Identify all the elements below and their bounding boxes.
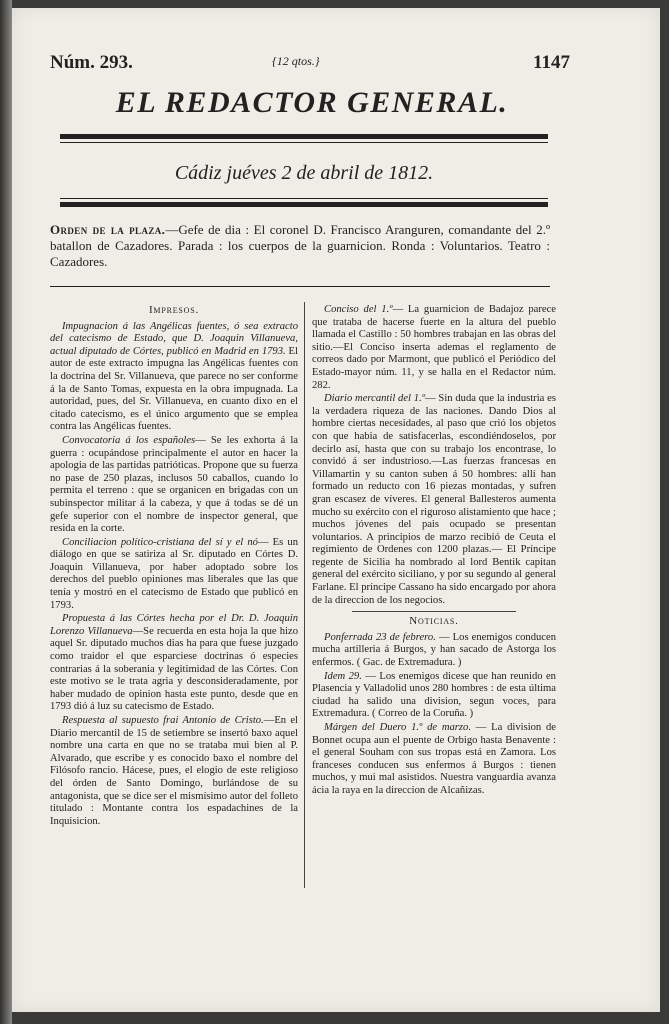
column-separator	[304, 302, 305, 888]
article-lead: Respuesta al supuesto frai Antonio de Cristo.	[62, 715, 264, 726]
news-item	[312, 671, 556, 721]
news-lead: Ponferrada 23 de febrero.	[324, 631, 436, 643]
article-paragraph	[50, 321, 298, 434]
news-item	[312, 632, 556, 670]
article-paragraph	[50, 435, 298, 536]
page-number: 1147	[533, 52, 570, 73]
news-text: — Los enemigos conducen mucha artilleria á Burgos, y han sacado de Astorga los enfermos. ( Gac. de Extremadura. )	[312, 631, 556, 669]
article-lead: Convocatoria á los españoles	[62, 434, 196, 446]
article-paragraph	[50, 537, 298, 613]
news-lead: Márgen del Duero 1.º de marzo.	[324, 722, 471, 733]
impresos-heading: Impresos.	[148, 304, 200, 316]
orden-label: Orden de la plaza.	[50, 222, 166, 237]
noticias-heading: Noticias.	[409, 615, 459, 628]
article-lead: Propuesta á las Córtes hecha por el Dr. D. Joaquin Lorenzo Villanueva	[50, 613, 298, 637]
article-text: — Se les exhorta á la guerra : ocupándose principalmente el autor en hacer la apologia de las partidas patrióticas. Propone que su fuerza no pase de 250 plazas, inclusos 50 caballos, cuando lo permita el terreno : que se organicen en brigadas con un subinspector militar á la cabeza, y que á todas se dé un gefe superior con el nombre de inspector general, que resida en la corte.	[50, 434, 299, 535]
news-text: — La division de Bonnet ocupa aun el puente de Orbigo hasta Benavente : el general Souham con sus tropas está en Zamora. Los franceses conducen sus enfermos á Burgos : tienen muchos, y mui mal asistidos. Nuestra vanguardia avanza ácia la raya en la direccion de Alcañizas.	[312, 722, 556, 796]
title-rule	[60, 134, 548, 139]
newspaper-page	[12, 8, 660, 1012]
article-text: — Sin duda que la industria es la verdadera riqueza de las naciones. Dando Dios al hombre ciertas necesidades, al paso que crió los objetos con que habia de satisfacerlas, escondiéndoselos, por decirlo así, hasta que con su trabajo los encontrase, lo convidó á ser industrioso.—Las fuerzas francesas en Villamartin y su canton suben á 50 hombres: allí han formado un reducto con 16 piezas montadas, y sufren gran escasez de víveres. El general Ballesteros aumenta mucho su exército con el riguroso alistamiento que hace ; muchos jóvenes del pais ocupado se presentan voluntarios. A principios de marzo recibió de Ceuta el regimiento de Ordenes con 1200 plazas.— El Príncipe regente de Sicilia ha nombrado al lord Bentik capitan general del exército siciliano, y por su segundo al general Farlane. El príncipe Cassano ha sido encargado por ahora de la direccion de los negocios.	[312, 393, 556, 606]
dateline: Cádiz juéves 2 de abril de 1812.	[174, 162, 434, 184]
left-column	[50, 304, 298, 829]
orden-text: —Gefe de dia : El coronel D. Francisco Aranguren, comandante del 2.º batallon de Cazadores. Parada : los cuerpos de la guarnicion. Ronda : Voluntarios. Teatro : Cazadores.	[50, 222, 550, 269]
page-gutter	[0, 0, 12, 1024]
news-lead: Idem 29.	[324, 670, 362, 682]
title-rule-thin	[60, 142, 548, 143]
article-text: —En el Diario mercantil de 15 de setiembre se insertó baxo aquel nombre una carta en que no se trataba mui bien al P. Alvarado, que escribe y es conocido baxo el nombre del Filósofo rancio. Hácese, pues, el elogio de este religioso del órden de Santo Domingo, burlándose de su antagonista, que se dice ser el mismísimo autor del folleto titulado : Montante contra los espadachines de la Inquisicion.	[50, 715, 298, 827]
article-lead: Impugnacion á las Angélicas fuentes, ó sea extracto del catecismo de Estado, que D. Joaquin Villanueva, actual diputado de Córtes, publicó en Madrid en 1793.	[50, 320, 298, 357]
masthead-top-line	[50, 52, 570, 78]
orden-de-la-plaza	[50, 222, 550, 270]
article-lead: Diario mercantil del 1.º	[324, 393, 426, 405]
article-paragraph	[50, 613, 298, 714]
article-text: — La guarnicion de Badajoz parece que trataba de hacerse fuerte en la altura del pueblo llamada el Castillo : 50 hombres trabajan en las obras del sitio.—El Conciso inserta ademas el reglamento de correos dado por Marmont, que publicó el Periódico del Estado-mayor núm. 11, y se halla en el Redactor núm. 282.	[312, 304, 556, 391]
article-paragraph	[50, 715, 298, 828]
article-text: — Es un diálogo en que se satiriza al Sr. diputado en Córtes D. Joaquin Villanueva, por haber adoptado sobre los derechos del pueblo opiniones mas liberales que las que tenía y mostró en el catecismo de Estado que publicó en 1793.	[50, 536, 298, 611]
article-text: El autor de este extracto impugna las Angélicas fuentes con la doctrina del Sr. Villanueva, que parece no ser conforme á la de Santo Tomas, expuesta en la obra impugnada. La autoridad, pues, del Sr. Villanueva, en cuanto dixo en el citado catecismo, es el único argumento que se emplea contra las Angélicas fuentes.	[50, 345, 298, 433]
right-column	[312, 304, 556, 799]
article-lead: Conciso del 1.º	[324, 304, 393, 315]
news-text: — Los enemigos dicese que han reunido en Plasencia y Valladolid unos 280 hombres : de esta última ciudad ha salido una division, segun voces, para Extremadura. ( Correo de la Coruña. )	[312, 670, 556, 720]
news-item	[312, 722, 556, 798]
article-paragraph	[312, 393, 556, 607]
orden-rule	[50, 286, 550, 287]
date-rule	[60, 202, 548, 207]
issue-number: Núm. 293.	[50, 52, 133, 73]
format-note: {12 qtos.}	[272, 54, 320, 68]
noticias-rule	[352, 611, 516, 612]
article-paragraph	[312, 304, 556, 392]
newspaper-title: EL REDACTOR GENERAL.	[115, 86, 509, 119]
article-text: —Se recuerda en esta hoja la que hizo aquel Sr. diputado muchos dias ha para que fuese juzgado como traidor el que esparciese doctrinas ó especies contrarias á la soberania y legitimidad de las Córtes. Con este motivo se le trata agria y desconsideradamente, por haber mudado de opinion hasta este punto, desde que en 1793 dió á luz su catecismo de Estado.	[50, 625, 298, 713]
article-lead: Conciliacion político-cristiana del sí y el nó	[62, 536, 258, 548]
date-rule-thin	[60, 198, 548, 199]
